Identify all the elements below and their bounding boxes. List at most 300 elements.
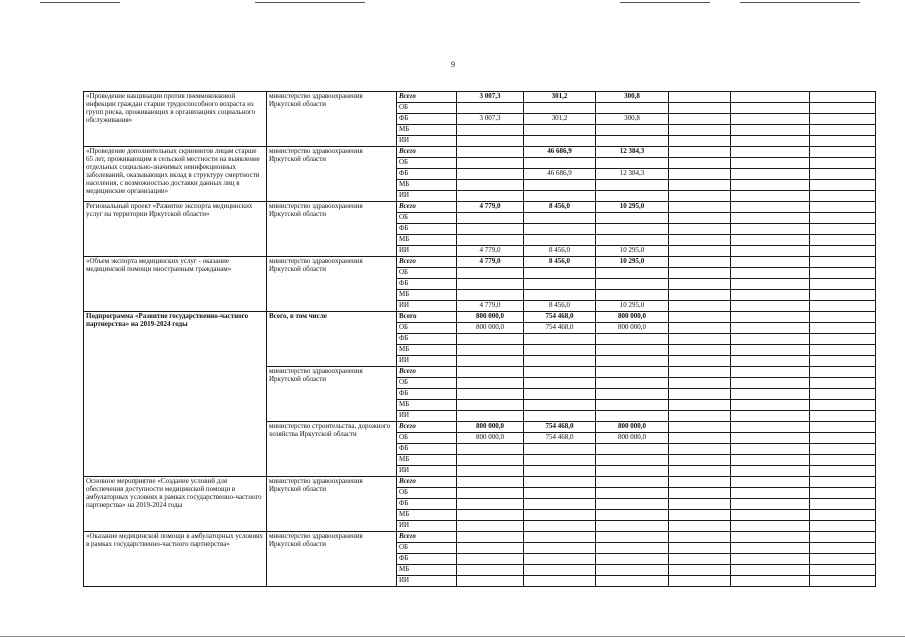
value-cell: [596, 103, 669, 114]
value-cell: [596, 136, 669, 147]
funding-source: МБ: [397, 455, 457, 466]
value-cell: [457, 411, 524, 422]
value-cell: [731, 433, 810, 444]
value-cell: [457, 543, 524, 554]
value-cell: [669, 290, 731, 301]
value-cell: [596, 367, 669, 378]
value-cell: [731, 444, 810, 455]
value-cell: [731, 334, 810, 345]
value-cell: [731, 114, 810, 125]
value-cell: [810, 125, 876, 136]
funding-table-body: [84, 92, 876, 587]
executor-name: министерство строительства, дорожного хозяйства Иркутской области: [267, 422, 397, 477]
value-cell: 12 384,3: [596, 147, 669, 158]
value-cell: [731, 367, 810, 378]
value-cell: [669, 114, 731, 125]
value-cell: [524, 532, 596, 543]
funding-source: ИИ: [397, 411, 457, 422]
table-row: [84, 147, 876, 158]
value-cell: [596, 554, 669, 565]
funding-source: ОБ: [397, 323, 457, 334]
value-cell: [810, 565, 876, 576]
value-cell: [524, 411, 596, 422]
value-cell: [669, 389, 731, 400]
value-cell: [524, 444, 596, 455]
value-cell: [596, 268, 669, 279]
value-cell: [524, 136, 596, 147]
value-cell: [669, 235, 731, 246]
value-cell: [669, 356, 731, 367]
value-cell: [731, 356, 810, 367]
value-cell: [810, 345, 876, 356]
value-cell: 800 000,0: [596, 422, 669, 433]
value-cell: [810, 290, 876, 301]
value-cell: 4 779,0: [457, 246, 524, 257]
funding-source: ИИ: [397, 466, 457, 477]
value-cell: [669, 103, 731, 114]
value-cell: 754 468,0: [524, 323, 596, 334]
value-cell: [810, 367, 876, 378]
value-cell: [596, 180, 669, 191]
funding-source: Всего: [397, 532, 457, 543]
value-cell: [810, 147, 876, 158]
value-cell: [457, 136, 524, 147]
value-cell: [810, 400, 876, 411]
value-cell: [810, 323, 876, 334]
funding-source: ИИ: [397, 521, 457, 532]
value-cell: 800 000,0: [457, 433, 524, 444]
value-cell: [596, 334, 669, 345]
value-cell: [457, 180, 524, 191]
value-cell: [457, 488, 524, 499]
value-cell: [596, 510, 669, 521]
funding-source: МБ: [397, 510, 457, 521]
value-cell: [524, 158, 596, 169]
funding-source: Всего: [397, 257, 457, 268]
value-cell: 301,2: [524, 92, 596, 103]
scan-edge-line: [255, 2, 365, 3]
value-cell: [731, 389, 810, 400]
value-cell: [731, 191, 810, 202]
value-cell: [810, 103, 876, 114]
funding-source: МБ: [397, 400, 457, 411]
value-cell: [669, 411, 731, 422]
value-cell: [596, 224, 669, 235]
value-cell: [669, 455, 731, 466]
value-cell: [669, 422, 731, 433]
value-cell: [731, 136, 810, 147]
value-cell: 800 000,0: [457, 323, 524, 334]
value-cell: [810, 224, 876, 235]
value-cell: [810, 543, 876, 554]
value-cell: [524, 235, 596, 246]
value-cell: [810, 136, 876, 147]
funding-source: ФБ: [397, 444, 457, 455]
value-cell: [810, 510, 876, 521]
funding-source: ОБ: [397, 378, 457, 389]
funding-source: МБ: [397, 180, 457, 191]
value-cell: [524, 521, 596, 532]
value-cell: 10 295,0: [596, 246, 669, 257]
table-row: [84, 257, 876, 268]
value-cell: [731, 301, 810, 312]
value-cell: [524, 213, 596, 224]
value-cell: [810, 488, 876, 499]
funding-source: ИИ: [397, 301, 457, 312]
value-cell: [731, 576, 810, 587]
value-cell: [810, 444, 876, 455]
funding-source: ФБ: [397, 279, 457, 290]
value-cell: [810, 433, 876, 444]
value-cell: [669, 543, 731, 554]
value-cell: [457, 158, 524, 169]
value-cell: [810, 554, 876, 565]
funding-source: Всего: [397, 202, 457, 213]
value-cell: [669, 169, 731, 180]
value-cell: [731, 499, 810, 510]
value-cell: [731, 224, 810, 235]
value-cell: [457, 334, 524, 345]
value-cell: [669, 213, 731, 224]
executor-name: Всего, в том числе: [267, 312, 397, 367]
funding-source: МБ: [397, 290, 457, 301]
value-cell: [669, 136, 731, 147]
funding-source: ИИ: [397, 356, 457, 367]
funding-source: ИИ: [397, 576, 457, 587]
value-cell: [596, 532, 669, 543]
value-cell: [669, 224, 731, 235]
value-cell: [810, 576, 876, 587]
executor-name: министерство здравоохранения Иркутской области: [267, 532, 397, 587]
value-cell: [524, 103, 596, 114]
value-cell: [731, 532, 810, 543]
value-cell: [669, 521, 731, 532]
value-cell: [596, 235, 669, 246]
value-cell: [596, 444, 669, 455]
value-cell: 800 000,0: [596, 323, 669, 334]
value-cell: [669, 400, 731, 411]
value-cell: [669, 257, 731, 268]
value-cell: [669, 323, 731, 334]
funding-source: ОБ: [397, 268, 457, 279]
value-cell: [524, 191, 596, 202]
value-cell: [457, 444, 524, 455]
value-cell: [596, 411, 669, 422]
value-cell: [524, 334, 596, 345]
value-cell: [669, 246, 731, 257]
funding-source: Всего: [397, 312, 457, 323]
value-cell: [669, 433, 731, 444]
value-cell: [457, 367, 524, 378]
value-cell: [457, 125, 524, 136]
value-cell: [810, 422, 876, 433]
value-cell: [524, 180, 596, 191]
value-cell: [457, 279, 524, 290]
value-cell: [457, 510, 524, 521]
table-row: [84, 477, 876, 488]
value-cell: [810, 499, 876, 510]
value-cell: [457, 521, 524, 532]
value-cell: [669, 334, 731, 345]
value-cell: [596, 521, 669, 532]
value-cell: [669, 477, 731, 488]
value-cell: [810, 180, 876, 191]
value-cell: [524, 356, 596, 367]
value-cell: [810, 356, 876, 367]
value-cell: [810, 389, 876, 400]
value-cell: [457, 290, 524, 301]
value-cell: [810, 246, 876, 257]
value-cell: [596, 565, 669, 576]
value-cell: [457, 235, 524, 246]
value-cell: [731, 147, 810, 158]
value-cell: 4 779,0: [457, 301, 524, 312]
value-cell: [669, 378, 731, 389]
value-cell: [731, 202, 810, 213]
value-cell: 10 295,0: [596, 202, 669, 213]
value-cell: [524, 125, 596, 136]
funding-table: [83, 91, 876, 587]
value-cell: [669, 554, 731, 565]
funding-source: Всего: [397, 422, 457, 433]
funding-source: ИИ: [397, 246, 457, 257]
value-cell: [669, 92, 731, 103]
funding-source: ОБ: [397, 543, 457, 554]
funding-source: Всего: [397, 367, 457, 378]
value-cell: [669, 367, 731, 378]
value-cell: [810, 235, 876, 246]
value-cell: [524, 499, 596, 510]
value-cell: [731, 235, 810, 246]
value-cell: [669, 180, 731, 191]
value-cell: [731, 345, 810, 356]
executor-name: министерство здравоохранения Иркутской области: [267, 367, 397, 422]
value-cell: [524, 488, 596, 499]
value-cell: 3 007,3: [457, 92, 524, 103]
value-cell: [669, 191, 731, 202]
value-cell: [457, 224, 524, 235]
value-cell: [810, 334, 876, 345]
executor-name: министерство здравоохранения Иркутской области: [267, 477, 397, 532]
value-cell: [524, 345, 596, 356]
value-cell: [731, 554, 810, 565]
funding-source: ИИ: [397, 191, 457, 202]
value-cell: 300,8: [596, 92, 669, 103]
value-cell: [731, 477, 810, 488]
value-cell: [669, 125, 731, 136]
scan-edge-line: [620, 2, 710, 3]
funding-source: ФБ: [397, 554, 457, 565]
value-cell: [596, 576, 669, 587]
value-cell: 8 456,0: [524, 257, 596, 268]
measure-name: Основное мероприятие «Создание условий для обеспечения доступности медицинской помощи в амбулаторных условиях в рамках государственно-частного партнерства» на 2019-2024 годы: [84, 477, 267, 532]
value-cell: [669, 301, 731, 312]
value-cell: [810, 268, 876, 279]
value-cell: [810, 312, 876, 323]
measure-name: «Объем экспорта медицинских услуг - оказание медицинской помощи иностранным гражданам»: [84, 257, 267, 312]
value-cell: [810, 411, 876, 422]
value-cell: [669, 499, 731, 510]
value-cell: [669, 576, 731, 587]
value-cell: 8 456,0: [524, 301, 596, 312]
value-cell: [731, 510, 810, 521]
value-cell: [810, 213, 876, 224]
value-cell: [810, 521, 876, 532]
value-cell: 12 384,3: [596, 169, 669, 180]
value-cell: [669, 158, 731, 169]
value-cell: [731, 246, 810, 257]
table-row: [84, 532, 876, 543]
value-cell: [731, 92, 810, 103]
value-cell: [669, 268, 731, 279]
value-cell: [731, 411, 810, 422]
value-cell: [524, 565, 596, 576]
value-cell: [810, 532, 876, 543]
measure-name: «Проведение дополнительных скринингов лицам старше 65 лет, проживающим в сельской местности на выявление отдельных социально-значимых неинфекционных заболеваний, оказывающих вклад в структуру смертности населения, с возможностью доставки данных лиц в медицинские организации»: [84, 147, 267, 202]
value-cell: [596, 191, 669, 202]
value-cell: [524, 466, 596, 477]
value-cell: [810, 257, 876, 268]
funding-source: ФБ: [397, 389, 457, 400]
value-cell: [669, 510, 731, 521]
funding-source: ФБ: [397, 169, 457, 180]
value-cell: [596, 279, 669, 290]
funding-source: ОБ: [397, 158, 457, 169]
value-cell: [731, 521, 810, 532]
value-cell: 4 779,0: [457, 202, 524, 213]
value-cell: [596, 125, 669, 136]
value-cell: [596, 378, 669, 389]
table-row: [84, 312, 876, 323]
value-cell: [810, 158, 876, 169]
value-cell: [596, 499, 669, 510]
funding-source: ФБ: [397, 224, 457, 235]
value-cell: [457, 466, 524, 477]
value-cell: [731, 103, 810, 114]
table-row: [84, 92, 876, 103]
value-cell: 800 000,0: [457, 312, 524, 323]
value-cell: [810, 191, 876, 202]
value-cell: [731, 125, 810, 136]
value-cell: [524, 400, 596, 411]
table-row: [84, 202, 876, 213]
value-cell: 754 468,0: [524, 422, 596, 433]
value-cell: [669, 147, 731, 158]
scan-edge-line: [40, 2, 120, 3]
value-cell: [457, 499, 524, 510]
value-cell: [731, 268, 810, 279]
value-cell: 754 468,0: [524, 312, 596, 323]
value-cell: [457, 455, 524, 466]
funding-source: МБ: [397, 125, 457, 136]
value-cell: [457, 565, 524, 576]
value-cell: [596, 543, 669, 554]
scan-edge-line: [0, 636, 905, 637]
value-cell: [669, 532, 731, 543]
value-cell: [669, 312, 731, 323]
value-cell: [810, 455, 876, 466]
value-cell: [596, 345, 669, 356]
value-cell: [669, 488, 731, 499]
value-cell: [524, 224, 596, 235]
funding-source: МБ: [397, 565, 457, 576]
value-cell: [457, 477, 524, 488]
value-cell: 3 007,3: [457, 114, 524, 125]
value-cell: [596, 466, 669, 477]
value-cell: [596, 356, 669, 367]
scan-edge-line: [740, 2, 860, 3]
value-cell: [524, 543, 596, 554]
value-cell: [669, 279, 731, 290]
value-cell: [810, 169, 876, 180]
value-cell: [810, 279, 876, 290]
value-cell: [731, 455, 810, 466]
value-cell: [457, 378, 524, 389]
measure-name: Региональный проект «Развитие экспорта медицинских услуг на территории Иркутской области»: [84, 202, 267, 257]
value-cell: [524, 378, 596, 389]
value-cell: [596, 158, 669, 169]
funding-source: Всего: [397, 147, 457, 158]
value-cell: [596, 400, 669, 411]
value-cell: [524, 290, 596, 301]
value-cell: [524, 279, 596, 290]
value-cell: 8 456,0: [524, 246, 596, 257]
value-cell: [457, 268, 524, 279]
value-cell: [731, 158, 810, 169]
funding-source: МБ: [397, 235, 457, 246]
funding-source: ОБ: [397, 103, 457, 114]
value-cell: [731, 312, 810, 323]
value-cell: [457, 576, 524, 587]
value-cell: [669, 345, 731, 356]
value-cell: [810, 477, 876, 488]
value-cell: [731, 279, 810, 290]
value-cell: [524, 576, 596, 587]
funding-source: МБ: [397, 345, 457, 356]
value-cell: [731, 378, 810, 389]
measure-name: Подпрограмма «Развитие государственно-частного партнерства» на 2019-2024 годы: [84, 312, 267, 477]
value-cell: [731, 180, 810, 191]
value-cell: 4 779,0: [457, 257, 524, 268]
value-cell: [810, 378, 876, 389]
value-cell: [810, 301, 876, 312]
value-cell: [524, 455, 596, 466]
value-cell: [669, 444, 731, 455]
value-cell: [457, 554, 524, 565]
funding-source: ФБ: [397, 499, 457, 510]
value-cell: [731, 543, 810, 554]
value-cell: [669, 466, 731, 477]
value-cell: [596, 213, 669, 224]
value-cell: [731, 488, 810, 499]
funding-source: Всего: [397, 92, 457, 103]
value-cell: [457, 345, 524, 356]
value-cell: 300,8: [596, 114, 669, 125]
funding-source: ФБ: [397, 334, 457, 345]
value-cell: [810, 466, 876, 477]
funding-source: ФБ: [397, 114, 457, 125]
value-cell: [457, 147, 524, 158]
value-cell: 10 295,0: [596, 301, 669, 312]
value-cell: [596, 389, 669, 400]
value-cell: [524, 367, 596, 378]
value-cell: 46 686,9: [524, 147, 596, 158]
value-cell: [669, 202, 731, 213]
measure-name: «Проведение вакцинации против пневмококковой инфекции граждан старше трудоспособного возраста из групп риска, проживающих в организациях социального обслуживания»: [84, 92, 267, 147]
funding-source: ОБ: [397, 488, 457, 499]
page-number: 9: [451, 60, 455, 69]
value-cell: [457, 103, 524, 114]
